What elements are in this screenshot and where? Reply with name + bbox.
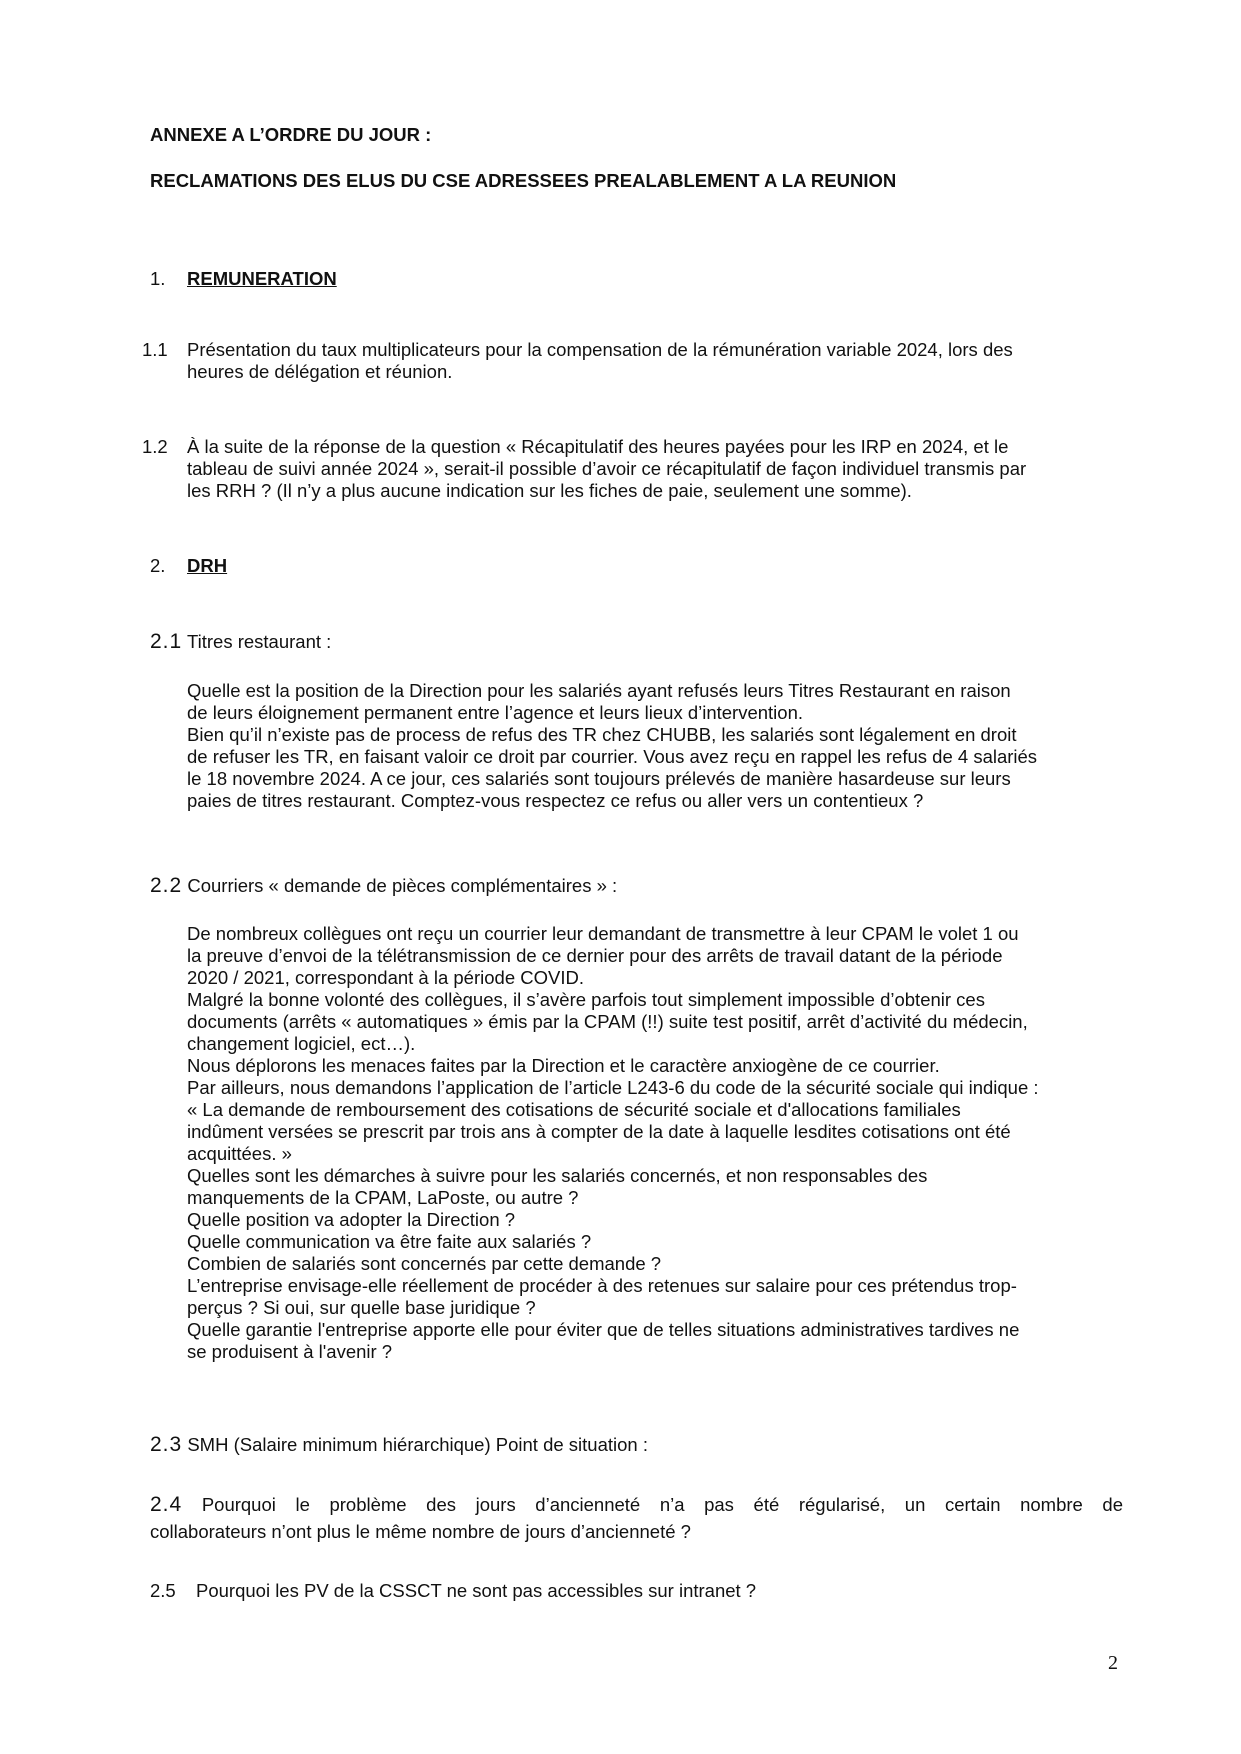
item-1-1-number: 1.1: [142, 339, 168, 360]
item-2-4-line-2: collaborateurs n’ont plus le même nombre de jours d’ancienneté ?: [150, 1521, 691, 1542]
text-line: se produisent à l'avenir ?: [187, 1341, 393, 1362]
text-line: À la suite de la réponse de la question « Récapitulatif des heures payées pour les IRP en 2024, et le: [187, 436, 1009, 457]
text-line: Quelles sont les démarches à suivre pour les salariés concernés, et non responsables des: [187, 1165, 928, 1186]
item-2-4-number: 2.4: [150, 1493, 183, 1516]
text-line: L’entreprise envisage-elle réellement de procéder à des retenues sur salaire pour ces prétendus trop-: [187, 1275, 1017, 1296]
item-2-2-number: 2.2: [150, 874, 183, 897]
item-2-3-number: 2.3: [150, 1433, 183, 1456]
text-line: heures de délégation et réunion.: [187, 361, 453, 382]
text-line: perçus ? Si oui, sur quelle base juridique ?: [187, 1297, 536, 1318]
text-line: Par ailleurs, nous demandons l’application de l’article L243-6 du code de la sécurité sociale qui indique :: [187, 1077, 1039, 1098]
section-1-number: 1.: [150, 268, 166, 289]
page-title: ANNEXE A L’ORDRE DU JOUR :: [150, 124, 432, 145]
item-2-1-title: Titres restaurant :: [187, 631, 332, 652]
text-line: Quelle garantie l'entreprise apporte elle pour éviter que de telles situations administratives tardives ne: [187, 1319, 1020, 1340]
item-2-2-title: Courriers « demande de pièces complémentaires » :: [187, 875, 618, 896]
item-1-1-text: [187, 339, 1123, 383]
text-line: de leurs éloignement permanent entre l’agence et leurs lieux d’intervention.: [187, 702, 804, 723]
text-line: paies de titres restaurant. Comptez-vous respectez ce refus ou aller vers un contentieux ?: [187, 790, 924, 811]
page-number: 2: [1108, 1652, 1118, 1674]
text-line: Quelle position va adopter la Direction ?: [187, 1209, 516, 1230]
text-line: le 18 novembre 2024. A ce jour, ces salariés sont toujours prélevés de manière hasardeuse sur leurs: [187, 768, 1011, 789]
item-2-2-text: [187, 923, 1123, 1363]
item-2-2-heading: [150, 875, 617, 897]
text-line: changement logiciel, ect…).: [187, 1033, 416, 1054]
section-2-title: DRH: [187, 555, 228, 576]
item-2-1-heading: [150, 631, 331, 653]
section-2-number: 2.: [150, 555, 166, 576]
item-2-1-number: 2.1: [150, 630, 183, 653]
text-line: la preuve d’envoi de la télétransmission de ce dernier pour des arrêts de travail datant de la période: [187, 945, 1003, 966]
item-2-4-line-1: [150, 1494, 1123, 1516]
text-line: tableau de suivi année 2024 », serait-il possible d’avoir ce récapitulatif de façon individuel transmis par: [187, 458, 1027, 479]
text-line: les RRH ? (Il n’y a plus aucune indication sur les fiches de paie, seulement une somme).: [187, 480, 912, 501]
text-line: Quelle communication va être faite aux salariés ?: [187, 1231, 592, 1252]
item-2-5-text: Pourquoi les PV de la CSSCT ne sont pas accessibles sur intranet ?: [196, 1580, 757, 1601]
text-line: manquements de la CPAM, LaPoste, ou autre ?: [187, 1187, 579, 1208]
item-2-1-text: [187, 680, 1123, 812]
text-line: 2020 / 2021, correspondant à la période COVID.: [187, 967, 584, 988]
text-line: Combien de salariés sont concernés par cette demande ?: [187, 1253, 662, 1274]
text-line: indûment versées se prescrit par trois ans à compter de la date à laquelle lesdites cotisations ont été: [187, 1121, 1011, 1142]
text-line: Nous déplorons les menaces faites par la Direction et le caractère anxiogène de ce courrier.: [187, 1055, 940, 1076]
text-line: Malgré la bonne volonté des collègues, il s’avère parfois tout simplement impossible d’obtenir ces: [187, 989, 985, 1010]
text-line: Quelle est la position de la Direction pour les salariés ayant refusés leurs Titres Restaurant en raison: [187, 680, 1011, 701]
text-line: De nombreux collègues ont reçu un courrier leur demandant de transmettre à leur CPAM le volet 1 ou: [187, 923, 1019, 944]
text-line: Bien qu’il n’existe pas de process de refus des TR chez CHUBB, les salariés sont légalement en droit: [187, 724, 1017, 745]
text-line: de refuser les TR, en faisant valoir ce droit par courrier. Vous avez reçu en rappel les refus de 4 salariés: [187, 746, 1038, 767]
item-2-3-heading: [150, 1434, 648, 1456]
item-1-2-number: 1.2: [142, 436, 168, 457]
item-2-3-title: SMH (Salaire minimum hiérarchique) Point de situation :: [187, 1434, 648, 1455]
item-2-4-text: Pourquoi le problème des jours d’ancienneté n’a pas été régularisé, un certain nombre de: [201, 1494, 1124, 1515]
text-line: Présentation du taux multiplicateurs pour la compensation de la rémunération variable 2024, lors des: [187, 339, 1013, 360]
text-line: acquittées. »: [187, 1143, 292, 1164]
text-line: documents (arrêts « automatiques » émis par la CPAM (!!) suite test positif, arrêt d’activité du médecin,: [187, 1011, 1028, 1032]
page-subtitle: RECLAMATIONS DES ELUS DU CSE ADRESSEES PREALABLEMENT A LA REUNION: [150, 170, 897, 191]
section-1-title: REMUNERATION: [187, 268, 337, 289]
text-line: « La demande de remboursement des cotisations de sécurité sociale et d'allocations familiales: [187, 1099, 961, 1120]
item-2-5-number: 2.5: [150, 1580, 176, 1601]
item-1-2-text: [187, 436, 1123, 502]
